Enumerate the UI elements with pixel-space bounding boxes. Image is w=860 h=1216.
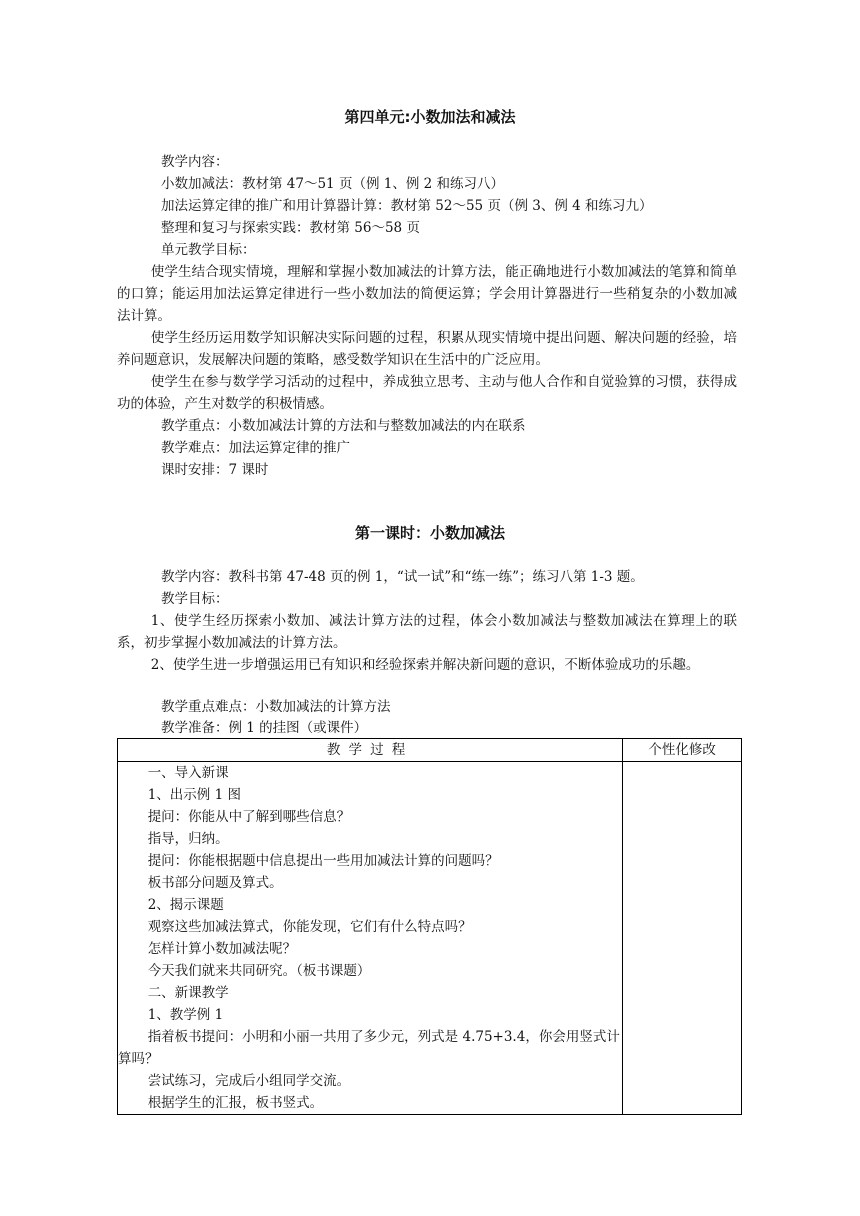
process-line: 板书部分问题及算式。 [147, 875, 283, 891]
lesson-preparation: 教学准备：例 1 的挂图（或课件） [161, 720, 368, 736]
process-line: 指着板书提问：小明和小丽一共用了多少元，列式是 4.75+3.4，你会用竖式计算吗？ [118, 1029, 620, 1067]
unit-goal-paragraph: 使学生结合现实情境，理解和掌握小数加减法的计算方法，能正确地进行小数加减法的笔算和简单的口算；能运用加法运算定律进行一些小数加法的简便运算；学会用计算器进行一些稍复杂的小数加减法计算。 [117, 264, 737, 324]
unit-content-line: 整理和复习与探索实践：教材第 56～58 页 [161, 220, 420, 236]
unit-goal-paragraph: 使学生经历运用数学知识解决实际问题的过程，积累从现实情境中提出问题、解决问题的经验，培养问题意识，发展解决问题的策略，感受数学知识在生活中的广泛应用。 [117, 330, 737, 368]
unit-key-point: 教学重点：小数加减法计算的方法和与整数加减法的内在联系 [161, 418, 526, 434]
process-line: 1、教学例 1 [147, 1007, 224, 1023]
lesson-goals-label: 教学目标： [161, 591, 229, 607]
lesson-key-difficulty: 教学重点难点：小数加减法的计算方法 [161, 699, 391, 715]
process-line: 今天我们就来共同研究。（板书课题） [147, 963, 371, 979]
teaching-process-table [117, 738, 742, 1115]
unit-content-line: 加法运算定律的推广和用计算器计算：教材第 52～55 页（例 3、例 4 和练习九） [161, 198, 653, 214]
lesson-goal-paragraph: 1、使学生经历探索小数加、减法计算方法的过程，体会小数加减法与整数加减法在算理上的联系，初步掌握小数加减法的计算方法。 [117, 613, 737, 651]
lesson-content: 教学内容：教科书第 47-48 页的例 1，“试一试”和“练一练”；练习八第 1-3 题。 [161, 569, 644, 585]
revision-cell [623, 762, 742, 1115]
process-line: 观察这些加减法算式，你能发现，它们有什么特点吗？ [147, 919, 472, 935]
process-line: 1、出示例 1 图 [147, 787, 241, 803]
process-line: 提问：你能根据题中信息提出一些用加减法计算的问题吗？ [147, 853, 499, 869]
unit-content-line: 小数加减法：教材第 47～51 页（例 1、例 2 和练习八） [161, 176, 504, 192]
table-header-process: 教学过程 [118, 739, 623, 762]
lesson-title: 第一课时：小数加减法 [354, 524, 505, 542]
unit-difficulty: 教学难点：加法运算定律的推广 [161, 440, 350, 456]
unit-goals-label: 单元教学目标： [161, 242, 256, 258]
process-line: 提问：你能从中了解到哪些信息？ [147, 809, 351, 825]
unit-content-label: 教学内容： [161, 154, 229, 170]
unit-goal-paragraph: 使学生在参与数学学习活动的过程中，养成独立思考、主动与他人合作和自觉验算的习惯，获得成功的体验，产生对数学的积极情感。 [117, 374, 737, 412]
process-line: 一、导入新课 [147, 765, 229, 781]
process-line: 二、新课教学 [147, 985, 229, 1001]
process-line: 怎样计算小数加减法呢？ [147, 941, 297, 957]
process-cell [118, 762, 623, 1115]
unit-schedule: 课时安排：7 课时 [161, 462, 269, 478]
lesson-goal-paragraph: 2、使学生进一步增强运用已有知识和经验探索并解决新问题的意识，不断体验成功的乐趣。 [150, 657, 700, 673]
process-line: 2、揭示课题 [147, 897, 224, 913]
process-line: 根据学生的汇报，板书竖式。 [147, 1095, 324, 1111]
process-line: 指导，归纳。 [147, 831, 229, 847]
table-header-revision: 个性化修改 [623, 739, 742, 762]
unit-title: 第四单元:小数加法和减法 [344, 108, 516, 126]
process-line: 尝试练习，完成后小组同学交流。 [147, 1073, 351, 1089]
